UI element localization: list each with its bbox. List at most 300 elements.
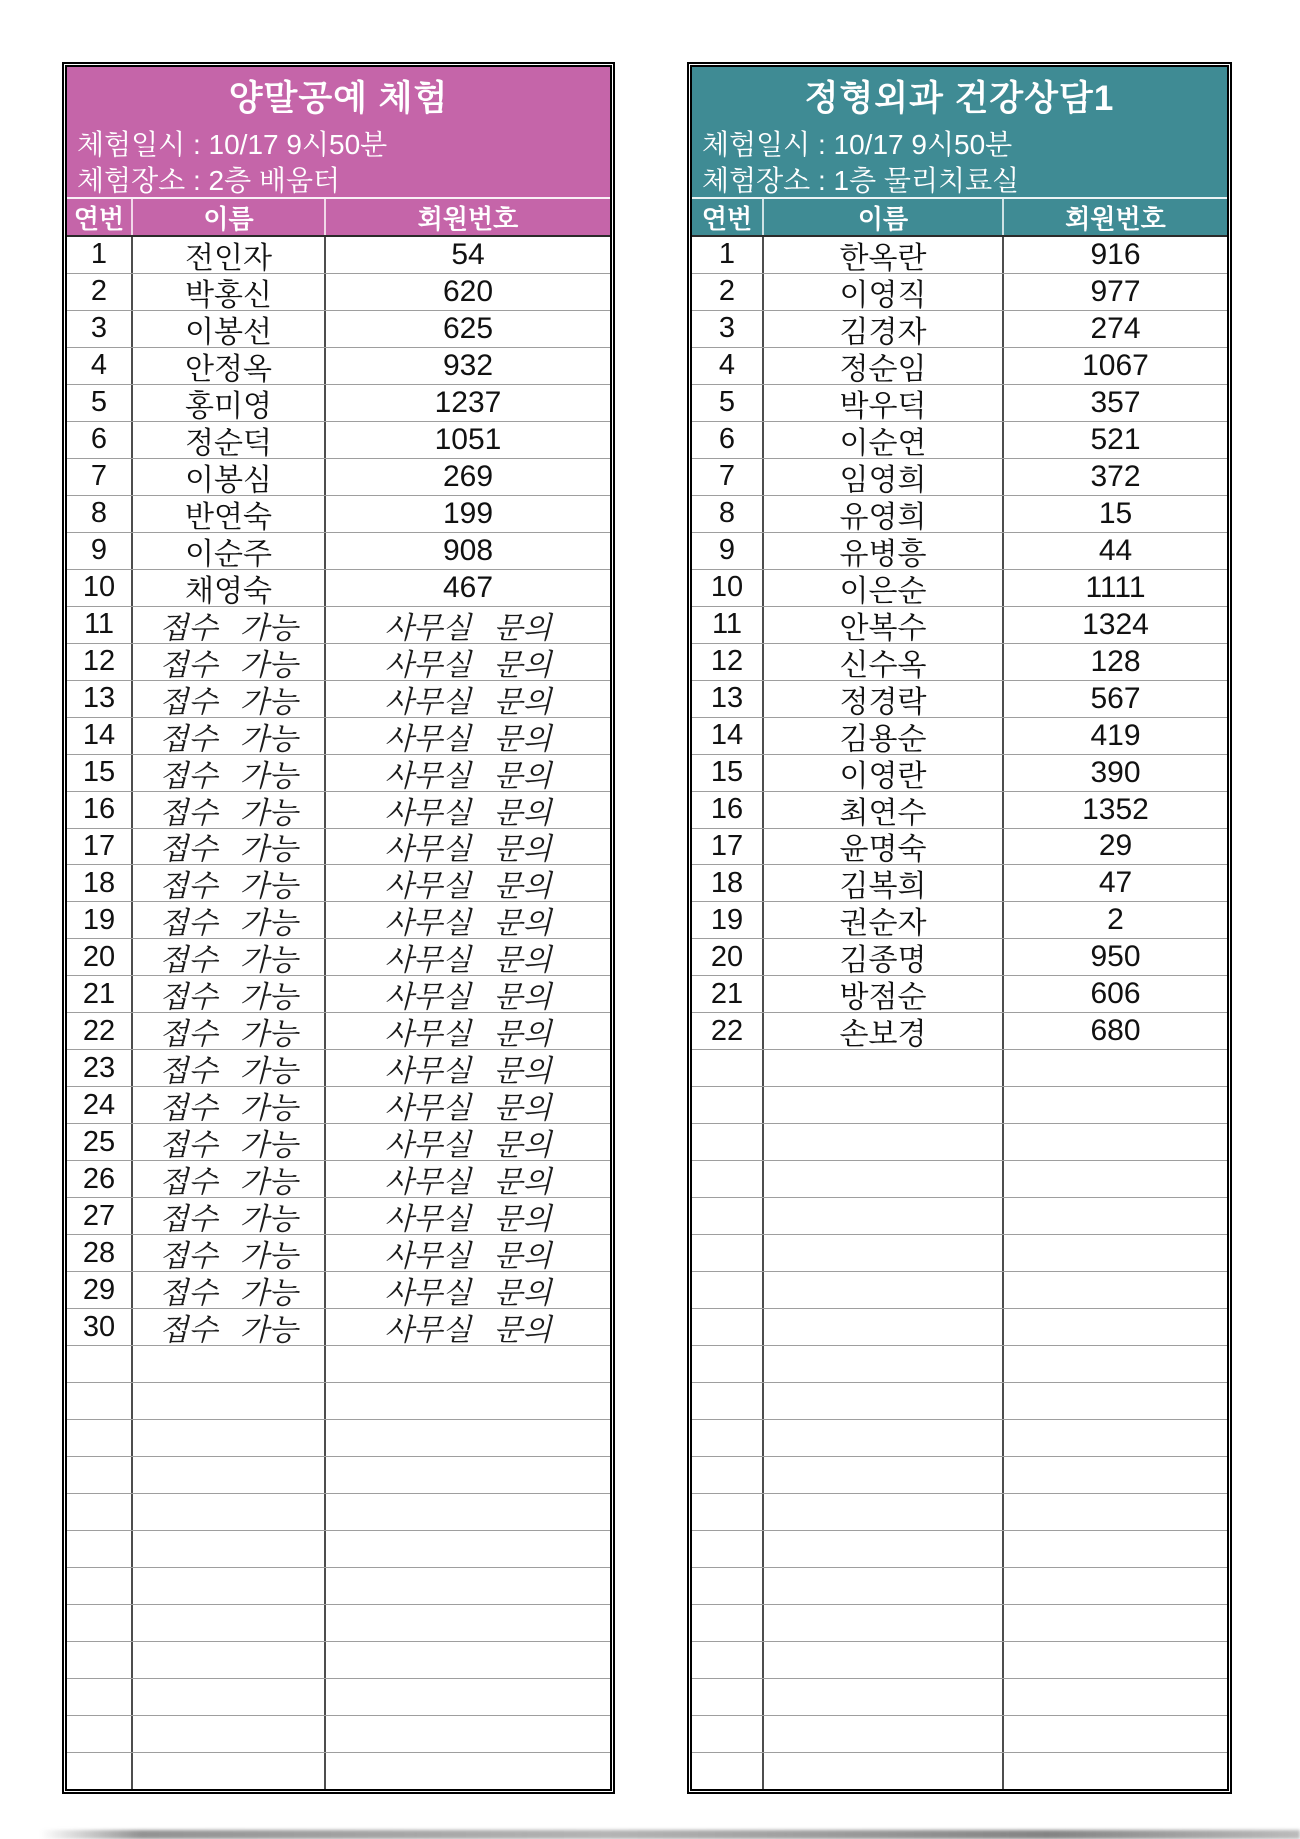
row-number-cell <box>692 1679 764 1715</box>
member-name-cell: 방점순 <box>764 976 1004 1012</box>
table-row <box>67 1197 610 1234</box>
row-number-cell: 29 <box>67 1272 133 1308</box>
row-number-cell <box>67 1457 133 1493</box>
row-number-cell: 23 <box>67 1050 133 1086</box>
member-name-cell: 정순임 <box>764 348 1004 384</box>
table-title: 양말공예 체험 <box>228 79 449 118</box>
member-name-cell <box>764 1716 1004 1752</box>
member-name-cell <box>764 1679 1004 1715</box>
row-number-cell: 18 <box>67 865 133 901</box>
table-row <box>692 1086 1227 1123</box>
member-name-cell: 윤명숙 <box>764 829 1004 865</box>
member-name-cell <box>764 1124 1004 1160</box>
info-line-datetime: 체험일시 : 10/17 9시50분 <box>77 129 388 160</box>
member-number-cell <box>326 1642 610 1678</box>
member-name-cell <box>764 1420 1004 1456</box>
table-row <box>692 1530 1227 1567</box>
row-number-cell <box>692 1198 764 1234</box>
member-number-cell <box>326 1457 610 1493</box>
column-header-no: 연번 <box>67 199 133 236</box>
column-header-no: 연번 <box>692 199 764 236</box>
member-name-cell <box>764 1531 1004 1567</box>
table-row <box>692 864 1227 901</box>
table-row <box>692 1234 1227 1271</box>
table-row <box>692 1567 1227 1604</box>
row-number-cell: 17 <box>67 829 133 865</box>
table-row <box>692 791 1227 828</box>
member-name-cell: 접수 가능 <box>133 1087 326 1123</box>
member-name-cell: 이봉심 <box>133 459 326 495</box>
member-number-cell: 사무실 문의 <box>384 1277 552 1309</box>
member-name-cell: 접수 가능 <box>133 976 326 1012</box>
row-number-cell: 10 <box>67 570 133 606</box>
table-row <box>67 1678 610 1715</box>
member-name-cell: 접수 가능 <box>133 1050 326 1086</box>
member-name-cell: 홍미영 <box>133 385 326 421</box>
member-name-cell <box>764 1753 1004 1789</box>
member-number-cell: 1352 <box>1082 792 1149 826</box>
member-name-cell: 한옥란 <box>764 237 1004 273</box>
table-row <box>692 1678 1227 1715</box>
table-row <box>67 1271 610 1308</box>
member-number-cell: 1237 <box>434 385 502 419</box>
row-number-cell <box>692 1716 764 1752</box>
member-number-cell: 128 <box>1090 644 1141 678</box>
member-number-cell <box>1004 1272 1227 1308</box>
member-name-cell: 접수 가능 <box>133 607 326 643</box>
member-number-cell <box>1004 1753 1227 1789</box>
member-number-cell <box>1004 1161 1227 1197</box>
member-number-cell: 199 <box>442 496 494 530</box>
table-row <box>692 1012 1227 1049</box>
row-number-cell <box>692 1087 764 1123</box>
table-row <box>692 1345 1227 1382</box>
row-number-cell: 8 <box>67 496 133 532</box>
table-row <box>67 828 610 865</box>
row-number-cell: 14 <box>692 718 764 754</box>
member-name-cell: 접수 가능 <box>133 1013 326 1049</box>
table-row <box>67 901 610 938</box>
member-number-cell <box>1004 1457 1227 1493</box>
row-number-cell: 10 <box>692 570 764 606</box>
member-number-cell <box>326 1494 610 1530</box>
table-row <box>67 1160 610 1197</box>
table-row <box>692 237 1227 273</box>
member-number-cell: 625 <box>442 311 494 345</box>
row-number-cell <box>67 1679 133 1715</box>
member-number-cell <box>1004 1124 1227 1160</box>
column-header-name: 이름 <box>764 199 1004 236</box>
table-row <box>67 458 610 495</box>
row-number-cell: 30 <box>67 1309 133 1345</box>
member-number-cell <box>1004 1198 1227 1234</box>
member-name-cell: 접수 가능 <box>133 1161 326 1197</box>
table-row <box>692 1456 1227 1493</box>
member-name-cell: 이순주 <box>133 533 326 569</box>
member-number-cell: 사무실 문의 <box>384 759 552 791</box>
member-name-cell: 이순연 <box>764 422 1004 458</box>
member-name-cell <box>133 1716 326 1752</box>
member-name-cell <box>764 1457 1004 1493</box>
row-number-cell <box>67 1494 133 1530</box>
member-name-cell: 접수 가능 <box>133 1272 326 1308</box>
table-row <box>692 1049 1227 1086</box>
page-edge-shadow <box>40 1830 1300 1839</box>
table-row <box>67 1567 610 1604</box>
member-number-cell <box>326 1568 610 1604</box>
row-number-cell: 21 <box>67 976 133 1012</box>
member-name-cell: 접수 가능 <box>133 1309 326 1345</box>
row-number-cell: 11 <box>692 607 764 643</box>
table-row <box>67 938 610 975</box>
row-number-cell <box>692 1494 764 1530</box>
member-number-cell: 사무실 문의 <box>384 1018 552 1050</box>
member-number-cell: 950 <box>1090 940 1141 974</box>
member-name-cell: 이영란 <box>764 755 1004 791</box>
table-row <box>692 717 1227 754</box>
row-number-cell <box>692 1235 764 1271</box>
member-number-cell <box>1004 1383 1227 1419</box>
member-number-cell: 606 <box>1090 977 1141 1011</box>
row-number-cell: 19 <box>67 902 133 938</box>
table-row <box>67 1123 610 1160</box>
row-number-cell: 3 <box>67 311 133 347</box>
column-header-member-no: 회원번호 <box>417 204 519 234</box>
member-name-cell <box>764 1272 1004 1308</box>
member-name-cell: 김종명 <box>764 939 1004 975</box>
member-name-cell: 접수 가능 <box>133 1124 326 1160</box>
member-name-cell: 임영희 <box>764 459 1004 495</box>
member-name-cell: 권순자 <box>764 902 1004 938</box>
member-name-cell <box>764 1605 1004 1641</box>
member-name-cell: 박우덕 <box>764 385 1004 421</box>
member-number-cell <box>326 1605 610 1641</box>
table-row <box>692 1752 1227 1789</box>
table-row <box>692 828 1227 865</box>
member-number-cell: 사무실 문의 <box>384 981 552 1013</box>
row-number-cell: 1 <box>692 237 764 273</box>
member-number-cell <box>1004 1346 1227 1382</box>
row-number-cell: 17 <box>692 829 764 865</box>
table-body <box>67 235 610 1789</box>
member-name-cell: 이은순 <box>764 570 1004 606</box>
member-name-cell: 접수 가능 <box>133 755 326 791</box>
table-row <box>67 1382 610 1419</box>
table-row <box>67 1530 610 1567</box>
table-row <box>67 1604 610 1641</box>
info-line-datetime: 체험일시 : 10/17 9시50분 <box>702 129 1013 160</box>
member-name-cell: 접수 가능 <box>133 829 326 865</box>
table-row <box>692 901 1227 938</box>
row-number-cell: 9 <box>692 533 764 569</box>
member-number-cell <box>1004 1235 1227 1271</box>
table-row <box>692 384 1227 421</box>
member-number-cell: 390 <box>1090 755 1141 789</box>
member-number-cell: 사무실 문의 <box>384 1092 552 1124</box>
row-number-cell <box>692 1346 764 1382</box>
row-number-cell: 20 <box>67 939 133 975</box>
member-number-cell: 사무실 문의 <box>384 611 552 643</box>
member-number-cell <box>326 1383 610 1419</box>
member-number-cell: 419 <box>1090 718 1141 752</box>
table-row <box>67 606 610 643</box>
member-number-cell <box>1004 1605 1227 1641</box>
row-number-cell: 5 <box>692 385 764 421</box>
member-number-cell: 사무실 문의 <box>384 833 552 865</box>
row-number-cell <box>692 1420 764 1456</box>
row-number-cell: 22 <box>67 1013 133 1049</box>
table-row <box>692 347 1227 384</box>
member-number-cell: 357 <box>1090 385 1141 419</box>
table-row <box>692 1641 1227 1678</box>
member-number-cell <box>326 1531 610 1567</box>
member-name-cell <box>133 1531 326 1567</box>
row-number-cell <box>67 1753 133 1789</box>
member-name-cell: 신수옥 <box>764 644 1004 680</box>
member-name-cell: 박홍신 <box>133 274 326 310</box>
member-number-cell: 사무실 문의 <box>384 1314 552 1346</box>
table-row <box>692 1419 1227 1456</box>
row-number-cell <box>692 1605 764 1641</box>
row-number-cell: 1 <box>67 237 133 273</box>
member-name-cell <box>133 1383 326 1419</box>
row-number-cell <box>67 1531 133 1567</box>
table-row <box>67 643 610 680</box>
member-number-cell <box>326 1346 610 1382</box>
table-row <box>67 347 610 384</box>
member-number-cell: 사무실 문의 <box>384 722 552 754</box>
table-row <box>67 1308 610 1345</box>
member-name-cell <box>133 1753 326 1789</box>
table-row <box>67 1012 610 1049</box>
row-number-cell: 22 <box>692 1013 764 1049</box>
row-number-cell: 6 <box>67 422 133 458</box>
member-name-cell: 김복희 <box>764 865 1004 901</box>
table-row <box>692 680 1227 717</box>
row-number-cell: 6 <box>692 422 764 458</box>
row-number-cell <box>692 1383 764 1419</box>
member-number-cell: 사무실 문의 <box>384 907 552 939</box>
member-name-cell <box>764 1087 1004 1123</box>
table-row <box>692 532 1227 569</box>
member-number-cell <box>1004 1568 1227 1604</box>
table-row <box>67 421 610 458</box>
table-row <box>67 1419 610 1456</box>
member-number-cell: 사무실 문의 <box>384 1240 552 1272</box>
member-name-cell: 김용순 <box>764 718 1004 754</box>
row-number-cell: 13 <box>67 681 133 717</box>
row-number-cell: 16 <box>692 792 764 828</box>
member-number-cell: 사무실 문의 <box>384 1203 552 1235</box>
member-number-cell: 1324 <box>1082 607 1149 641</box>
member-name-cell <box>764 1494 1004 1530</box>
row-number-cell <box>67 1716 133 1752</box>
table-row <box>692 569 1227 606</box>
member-number-cell <box>1004 1420 1227 1456</box>
row-number-cell: 24 <box>67 1087 133 1123</box>
row-number-cell: 20 <box>692 939 764 975</box>
member-name-cell <box>764 1198 1004 1234</box>
row-number-cell <box>692 1161 764 1197</box>
member-number-cell: 274 <box>1090 311 1141 345</box>
member-number-cell: 사무실 문의 <box>384 870 552 902</box>
member-number-cell <box>326 1679 610 1715</box>
row-number-cell: 18 <box>692 865 764 901</box>
member-name-cell: 손보경 <box>764 1013 1004 1049</box>
table-row <box>67 975 610 1012</box>
table-row <box>67 864 610 901</box>
member-number-cell <box>1004 1531 1227 1567</box>
member-name-cell: 접수 가능 <box>133 718 326 754</box>
member-name-cell: 안복수 <box>764 607 1004 643</box>
table-row <box>67 1456 610 1493</box>
row-number-cell: 16 <box>67 792 133 828</box>
member-name-cell: 김경자 <box>764 311 1004 347</box>
row-number-cell: 19 <box>692 902 764 938</box>
table-row <box>67 532 610 569</box>
table-row <box>67 1086 610 1123</box>
row-number-cell: 5 <box>67 385 133 421</box>
member-number-cell: 908 <box>442 533 494 567</box>
row-number-cell: 11 <box>67 607 133 643</box>
member-name-cell: 접수 가능 <box>133 644 326 680</box>
row-number-cell: 27 <box>67 1198 133 1234</box>
row-number-cell: 26 <box>67 1161 133 1197</box>
member-number-cell <box>1004 1087 1227 1123</box>
signup-table-orthopedic-consult <box>687 62 1232 1794</box>
table-row <box>692 1123 1227 1160</box>
table-row <box>692 938 1227 975</box>
info-line-location: 체험장소 : 2층 배움터 <box>77 165 341 196</box>
row-number-cell <box>692 1272 764 1308</box>
row-number-cell: 28 <box>67 1235 133 1271</box>
member-name-cell <box>133 1420 326 1456</box>
member-number-cell: 15 <box>1098 496 1133 530</box>
column-header-row <box>67 197 610 235</box>
member-number-cell <box>1004 1050 1227 1086</box>
row-number-cell <box>67 1383 133 1419</box>
member-name-cell: 접수 가능 <box>133 792 326 828</box>
row-number-cell <box>692 1753 764 1789</box>
row-number-cell: 2 <box>67 274 133 310</box>
row-number-cell: 7 <box>692 459 764 495</box>
member-number-cell: 977 <box>1090 274 1141 308</box>
member-name-cell: 접수 가능 <box>133 939 326 975</box>
row-number-cell <box>67 1568 133 1604</box>
table-row <box>692 421 1227 458</box>
member-name-cell: 접수 가능 <box>133 902 326 938</box>
row-number-cell: 8 <box>692 496 764 532</box>
row-number-cell: 21 <box>692 976 764 1012</box>
member-name-cell <box>133 1642 326 1678</box>
table-header-block <box>67 67 610 235</box>
member-name-cell: 안정옥 <box>133 348 326 384</box>
member-number-cell <box>1004 1494 1227 1530</box>
table-row <box>692 1308 1227 1345</box>
member-name-cell <box>133 1346 326 1382</box>
member-name-cell <box>133 1605 326 1641</box>
member-number-cell: 932 <box>442 348 494 382</box>
table-row <box>67 384 610 421</box>
row-number-cell <box>692 1457 764 1493</box>
table-row <box>67 310 610 347</box>
member-name-cell: 유영희 <box>764 496 1004 532</box>
member-number-cell: 467 <box>442 570 494 604</box>
table-row <box>692 1382 1227 1419</box>
row-number-cell <box>67 1642 133 1678</box>
member-name-cell: 전인자 <box>133 237 326 273</box>
column-header-row <box>692 197 1227 235</box>
member-name-cell: 접수 가능 <box>133 681 326 717</box>
table-row <box>67 1493 610 1530</box>
member-number-cell: 521 <box>1090 422 1141 456</box>
member-number-cell <box>1004 1679 1227 1715</box>
member-number-cell: 372 <box>1090 459 1141 493</box>
row-number-cell <box>692 1124 764 1160</box>
member-number-cell: 916 <box>1090 237 1141 271</box>
member-number-cell: 1067 <box>1082 348 1149 382</box>
member-number-cell: 567 <box>1090 681 1141 715</box>
row-number-cell <box>692 1309 764 1345</box>
member-name-cell: 최연수 <box>764 792 1004 828</box>
member-number-cell: 44 <box>1098 533 1133 567</box>
table-row <box>692 1604 1227 1641</box>
table-row <box>67 717 610 754</box>
table-row <box>692 310 1227 347</box>
table-row <box>692 458 1227 495</box>
row-number-cell: 12 <box>67 644 133 680</box>
row-number-cell: 13 <box>692 681 764 717</box>
member-name-cell <box>764 1309 1004 1345</box>
info-line-location: 체험장소 : 1층 물리치료실 <box>702 165 1020 196</box>
member-name-cell: 접수 가능 <box>133 865 326 901</box>
member-number-cell: 29 <box>1098 829 1133 863</box>
member-name-cell <box>764 1383 1004 1419</box>
table-title: 정형외과 건강상담1 <box>804 79 1115 118</box>
row-number-cell: 15 <box>692 755 764 791</box>
member-name-cell: 이영직 <box>764 274 1004 310</box>
member-name-cell: 정경락 <box>764 681 1004 717</box>
member-name-cell: 이봉선 <box>133 311 326 347</box>
row-number-cell: 25 <box>67 1124 133 1160</box>
row-number-cell: 3 <box>692 311 764 347</box>
signup-table-sock-craft <box>62 62 615 1794</box>
row-number-cell: 12 <box>692 644 764 680</box>
table-row <box>692 754 1227 791</box>
member-name-cell: 접수 가능 <box>133 1198 326 1234</box>
table-row <box>67 569 610 606</box>
member-name-cell <box>764 1235 1004 1271</box>
row-number-cell <box>67 1605 133 1641</box>
member-name-cell <box>764 1050 1004 1086</box>
row-number-cell <box>692 1531 764 1567</box>
table-row <box>67 791 610 828</box>
table-row <box>67 1345 610 1382</box>
member-number-cell: 47 <box>1098 866 1133 900</box>
member-number-cell: 사무실 문의 <box>384 944 552 976</box>
table-row <box>692 1197 1227 1234</box>
column-header-member-no: 회원번호 <box>1065 204 1166 234</box>
row-number-cell: 7 <box>67 459 133 495</box>
member-name-cell: 채영숙 <box>133 570 326 606</box>
table-row <box>67 495 610 532</box>
member-name-cell: 유병흥 <box>764 533 1004 569</box>
member-number-cell: 사무실 문의 <box>384 796 552 828</box>
table-row <box>67 1641 610 1678</box>
member-number-cell <box>1004 1309 1227 1345</box>
table-row <box>67 1234 610 1271</box>
table-row <box>692 1493 1227 1530</box>
